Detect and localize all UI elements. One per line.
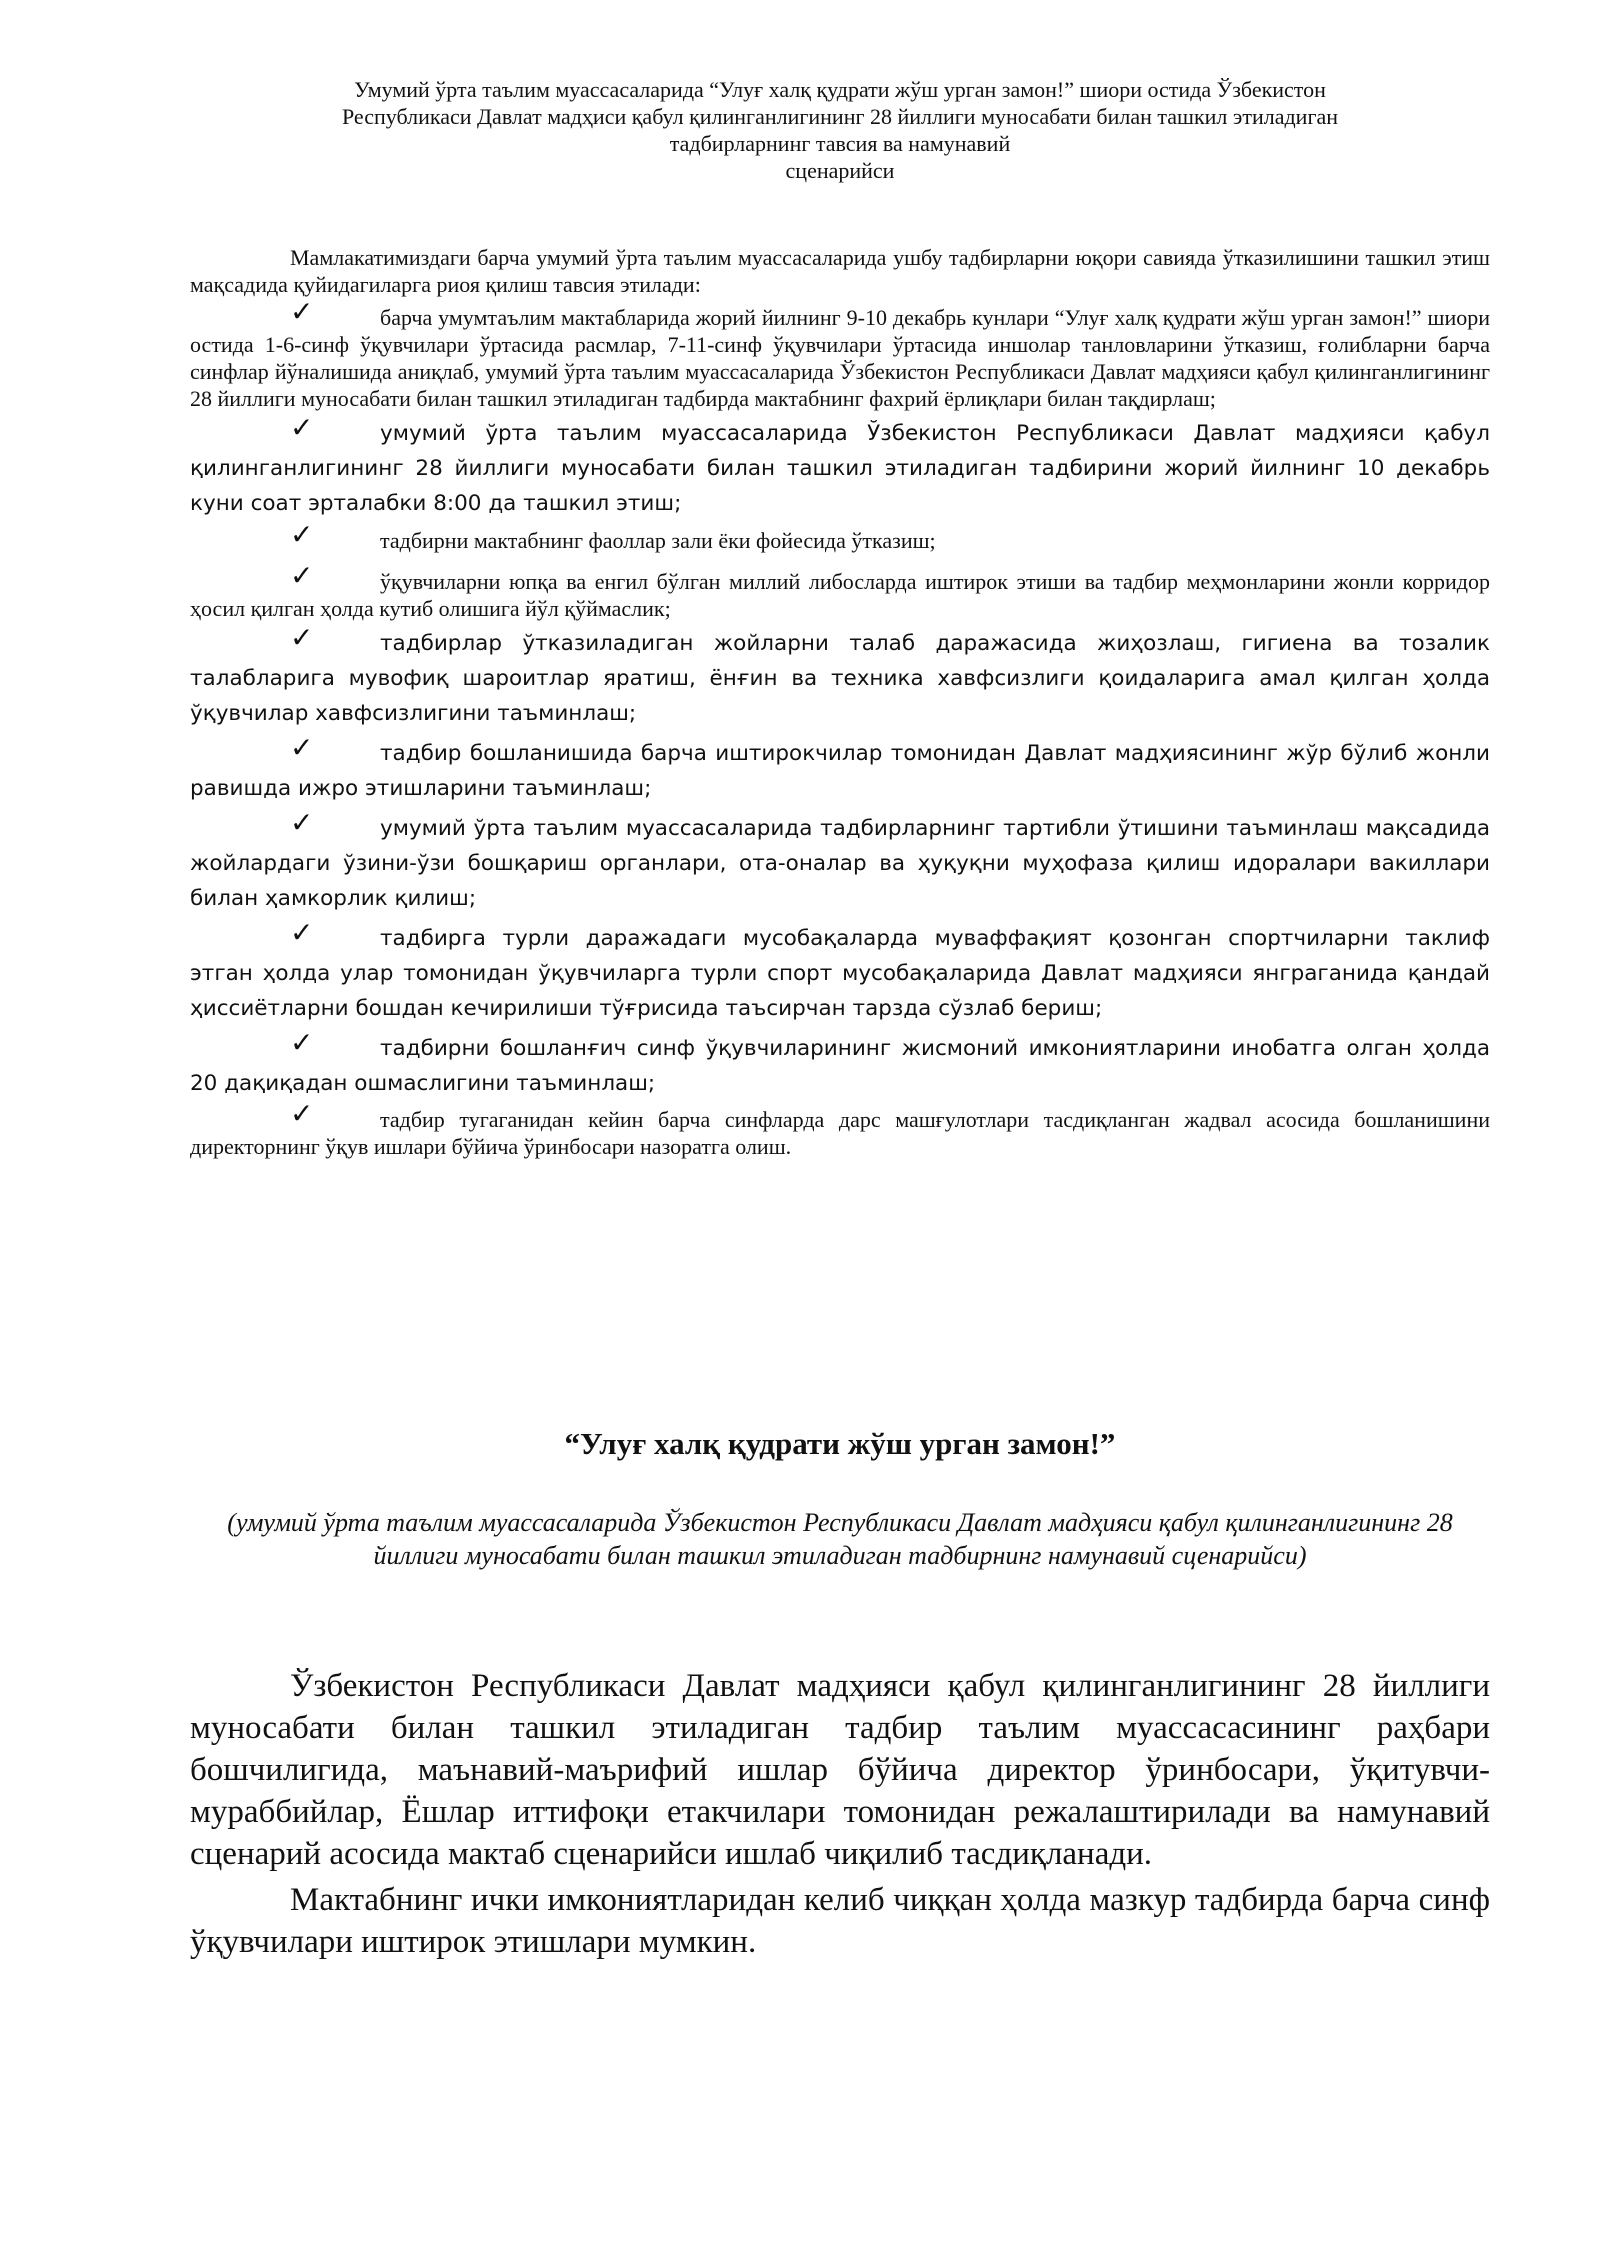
checkmark-icon: ✓ <box>290 411 314 444</box>
checkmark-icon: ✓ <box>290 559 314 592</box>
checkmark-icon: ✓ <box>290 916 314 949</box>
checkmark-icon: ✓ <box>290 621 314 654</box>
list-item-text: тадбир бошланишида барча иштирокчилар томонидан Давлат мадҳиясининг жўр бўлиб жонли равишда ижро этишларини таъминлаш; <box>190 741 1490 801</box>
scenario-subtitle: (умумий ўрта таълим муассасаларида Ўзбекистон Республикаси Давлат мадҳияси қабул қилинганлигининг 28 йиллиги муносабати билан ташкил этиладиган тадбирнинг намунавий сценарийси) <box>227 1508 1453 1570</box>
checkmark-icon: ✓ <box>290 518 314 551</box>
list-item <box>190 295 1490 412</box>
body-paragraph: Мактабнинг ички имкониятларидан келиб чиққан ҳолда мазкур тадбирда барча синф ўқувчилари иштирок этишлари мумкин. <box>190 1882 1490 1960</box>
document-header <box>190 76 1490 184</box>
list-item <box>190 621 1490 731</box>
header-line: Республикаси Давлат мадҳиси қабул қилинганлигининг 28 йиллиги муносабати билан ташкил этиладиган <box>341 104 1339 129</box>
scenario-body <box>190 1665 1490 1967</box>
list-item-text: ўқувчиларни юпқа ва енгил бўлган миллий либосларда иштирок этиши ва тадбир меҳмонларини жонли корридор ҳосил қилган ҳолда кутиб олишига йўл қўймаслик; <box>190 569 1490 621</box>
header-line: тадбирларнинг тавсия ва намунавий <box>669 131 1011 156</box>
list-item-text: тадбирлар ўтказиладиган жойларни талаб даражасида жиҳозлаш, гигиена ва тозалик талабларига мувофиқ шароитлар яратиш, ёнғин ва техника хавфсизлиги қоидаларига амал қилган ҳолда ўқувчилар хавфсизлигини таъминлаш; <box>190 631 1490 726</box>
header-line: сценарийси <box>785 158 895 183</box>
checkmark-icon: ✓ <box>290 295 314 328</box>
list-item <box>190 1026 1490 1101</box>
body-paragraph: Ўзбекистон Республикаси Давлат мадҳияси қабул қилинганлигининг 28 йиллиги муносабати билан ташкил этиладиган тадбир таълим муассасасининг раҳбари бошчилигида, маънавий-маърифий ишлар бўйича директор ўринбосари, ўқитувчи-мураббийлар, Ёшлар иттифоқи етакчилари томонидан режалаштирилади ва намунавий сценарий асосида мактаб сценарийси ишлаб чиқилиб тасдиқланади. <box>190 1668 1490 1872</box>
list-item <box>190 731 1490 806</box>
list-item <box>190 411 1490 521</box>
list-item <box>190 916 1490 1026</box>
list-item <box>190 518 1490 554</box>
checkmark-icon: ✓ <box>290 731 314 764</box>
list-item-text: тадбирга турли даражадаги мусобақаларда муваффақият қозонган спортчиларни таклиф этган ҳолда улар томонидан ўқувчиларга турли спорт мусобақаларида Давлат мадҳияси янграганида қандай ҳиссиётларни бошдан кечирилиши тўғрисида таъсирчан тарзда сўзлаб бериш; <box>190 926 1490 1021</box>
header-line: Умумий ўрта таълим муассасаларида “Улуғ халқ қудрати жўш урган замон!” шиори остида Ўзбекистон <box>354 77 1326 102</box>
list-item <box>190 559 1490 622</box>
checkmark-icon: ✓ <box>290 1026 314 1059</box>
checkmark-icon: ✓ <box>290 806 314 839</box>
list-item-text: барча умумтаълим мактабларида жорий йилнинг 9-10 декабрь кунлари “Улуғ халқ қудрати жўш урган замон!” шиори остида 1-6-синф ўқувчилари ўртасида расмлар, 7-11-синф ўқувчилари ўртасида иншолар танловларини ўтказиш, ғолибларни барча синфлар йўналишида аниқлаб, умумий ўрта таълим муассасаларида Ўзбекистон Республикаси Давлат мадҳияси қабул қилинганлигининг 28 йиллиги муносабати билан ташкил этиладиган тадбирда мактабнинг фахрий ёрлиқлари билан тақдирлаш; <box>190 305 1490 411</box>
list-item-text: тадбир тугаганидан кейин барча синфларда дарс машғулотлари тасдиқланган жадвал асосида бошланишини директорнинг ўқув ишлари бўйича ўринбосари назоратга олиш. <box>190 1107 1490 1159</box>
list-item-text: умумий ўрта таълим муассасаларида Ўзбекистон Республикаси Давлат мадҳияси қабул қилинганлигининг 28 йиллиги муносабати билан ташкил этиладиган тадбирини жорий йилнинг 10 декабрь куни соат эрталабки 8:00 да ташкил этиш; <box>190 421 1490 516</box>
checkmark-icon: ✓ <box>290 1097 314 1130</box>
recommendation-list <box>190 295 1490 1164</box>
list-item-text: умумий ўрта таълим муассасаларида тадбирларнинг тартибли ўтишини таъминлаш мақсадида жойлардаги ўзини-ўзи бошқариш органлари, ота-оналар ва ҳуқуқни муҳофаза қилиш идоралари вакиллари билан ҳамкорлик қилиш; <box>190 816 1490 911</box>
list-item <box>190 1097 1490 1160</box>
list-item-text: тадбирни мактабнинг фаоллар зали ёки фойесида ўтказиш; <box>380 528 936 553</box>
scenario-title: “Улуғ халқ қудрати жўш урган замон!” <box>564 1426 1116 1461</box>
intro-paragraph: Мамлакатимиздаги барча умумий ўрта таълим муассасаларида ушбу тадбирларни юқори савияда ўтказилишини ташкил этиш мақсадида қуйидагиларга риоя қилиш тавсия этилади: <box>190 245 1490 297</box>
list-item-text: тадбирни бошланғич синф ўқувчиларининг жисмоний имкониятларини инобатга олган ҳолда 20 дақиқадан ошмаслигини таъминлаш; <box>190 1036 1490 1096</box>
list-item <box>190 806 1490 916</box>
